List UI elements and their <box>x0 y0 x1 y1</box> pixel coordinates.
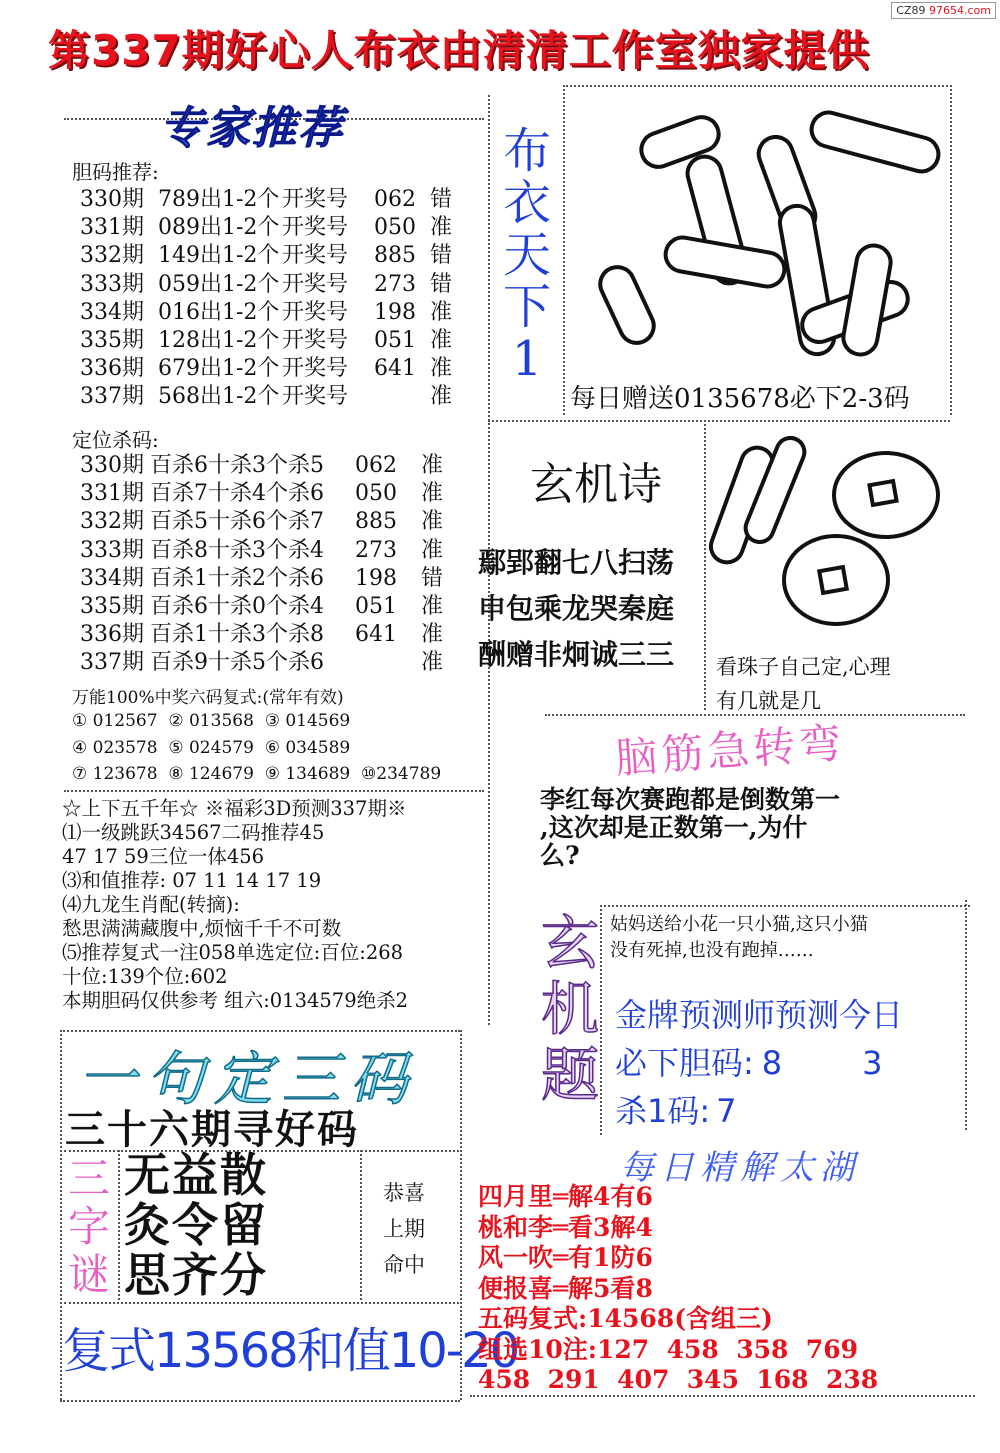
dan-row <box>615 1038 883 1084</box>
table-cell: 198 <box>374 299 416 325</box>
divider <box>563 85 948 87</box>
table-cell <box>355 649 421 677</box>
list-item: ④ 023578 ⑤ 024579 ⑥ 034589 <box>72 737 351 758</box>
question-line: ,这次却是正数第一,为什 <box>540 813 808 842</box>
table-cell: 331期 <box>80 481 144 507</box>
table-cell: 334期 <box>80 299 144 325</box>
brain-heading: 脑筋急转弯 <box>613 718 847 783</box>
table-cell: 273 <box>374 271 416 297</box>
vertical-text: 三字谜 <box>68 1154 111 1299</box>
congrats-line: 上期 <box>383 1217 425 1241</box>
table-cell: 错 <box>430 271 453 297</box>
text-line: ☆上下五千年☆ ※福彩3D预测337期※ <box>62 797 407 820</box>
table-cell: 333期 <box>80 537 144 563</box>
table-cell: 051 <box>355 594 397 620</box>
table-cell: 准 <box>421 622 444 648</box>
expert-heading: 专家推荐 <box>160 103 344 154</box>
table-row <box>80 452 461 480</box>
divider <box>118 1150 120 1300</box>
taihu-line: 组选10注:127 458 358 769 <box>478 1334 858 1364</box>
table-row <box>80 214 470 242</box>
table-cell: 开奖号 <box>282 356 349 382</box>
taihu-line: 五码复式:14568(含组三) <box>478 1304 773 1333</box>
table-cell: 331期 <box>80 215 144 241</box>
universal-list <box>72 708 441 788</box>
table-cell: 准 <box>421 537 444 563</box>
page-title: 第337期好心人布衣由清清工作室独家提供 <box>48 26 870 75</box>
text-line: 47 17 59三位一体456 <box>62 845 265 868</box>
table-cell: 051 <box>374 328 416 354</box>
text-line: ⑴一级跳跃34567二码推荐45 <box>62 821 325 844</box>
table-cell: 错 <box>421 565 444 591</box>
dan-value-a: 8 <box>761 1044 783 1082</box>
taihu-line: 四月里═解4有6 <box>478 1182 653 1211</box>
divider <box>600 905 970 907</box>
riddle-line: 灸令留 <box>124 1198 268 1252</box>
table-cell: 准 <box>421 481 444 507</box>
table-cell: 百杀6十杀0个杀4 <box>150 594 324 620</box>
buyi-vertical-title <box>497 125 557 385</box>
phrase-heading: 一句定三码 <box>78 1045 419 1113</box>
text-line: ⑸推荐复式一注058单选定位:百位:268 <box>62 941 404 964</box>
table-row <box>80 565 461 593</box>
table-cell: 335期 <box>80 328 144 354</box>
kill-row <box>615 1086 737 1132</box>
note-line: 有几就是几 <box>716 689 821 713</box>
table-cell: 330期 <box>80 453 144 478</box>
table-cell: 百杀8十杀3个杀4 <box>150 537 324 563</box>
riddle-side-label <box>66 1155 112 1299</box>
table-row <box>80 299 470 327</box>
table-row <box>80 480 461 508</box>
divider <box>488 420 950 422</box>
taihu-line: 458 291 407 345 168 238 <box>478 1365 879 1394</box>
table-cell: 开奖号 <box>282 187 349 212</box>
table-cell: 059出1-2个 <box>158 271 280 297</box>
phrase-subheading: 三十六期寻好码 <box>65 1107 359 1153</box>
gold-title: 金牌预测师预测今日 <box>615 996 904 1034</box>
table-cell: 准 <box>430 356 453 382</box>
table-row <box>80 621 461 649</box>
vertical-text: 布衣天下1 <box>503 123 552 387</box>
brain-question <box>540 786 840 870</box>
table-cell: 568出1-2个 <box>158 384 280 410</box>
table-cell: 789出1-2个 <box>158 187 280 212</box>
watermark <box>891 2 996 19</box>
table-cell: 885 <box>374 243 416 269</box>
table-cell: 149出1-2个 <box>158 243 280 269</box>
table-cell: 050 <box>355 481 397 507</box>
table-cell: 016出1-2个 <box>158 299 280 325</box>
watermark-site: 97654.com <box>929 4 991 17</box>
note-line: 看珠子自己定,心理 <box>716 655 891 679</box>
text-line: 本期胆码仅供参考 组六:0134579绝杀2 <box>62 989 409 1012</box>
table-cell: 062 <box>374 187 416 212</box>
table-cell: 百杀6十杀3个杀5 <box>150 453 324 478</box>
table-cell: 273 <box>355 537 397 563</box>
table-row <box>80 383 470 411</box>
kill-table <box>80 452 461 678</box>
swastika-pattern-icon <box>570 95 950 375</box>
congrats-line: 恭喜 <box>383 1181 425 1205</box>
table-cell: 准 <box>421 650 444 676</box>
table-cell: 337期 <box>80 650 144 676</box>
table-cell: 开奖号 <box>282 328 349 354</box>
text-line: ⑶和值推荐: 07 11 14 17 19 <box>62 869 322 892</box>
table-cell: 062 <box>355 453 397 478</box>
table-cell: 百杀1十杀3个杀8 <box>150 622 324 648</box>
table-cell: 百杀1十杀2个杀6 <box>150 565 324 591</box>
riddle-line: 思齐分 <box>124 1248 268 1302</box>
watermark-code: CZ89 <box>896 4 926 17</box>
table-cell: 开奖号 <box>282 243 349 269</box>
table-cell: 885 <box>355 509 397 535</box>
list-item: ⑦ 123678 ⑧ 124679 ⑨ 134689 ⑩234789 <box>72 764 442 784</box>
table-row <box>80 271 470 299</box>
table-cell: 准 <box>430 215 453 241</box>
taihu-lines <box>478 1182 878 1396</box>
congrats-lines <box>383 1175 425 1283</box>
table-row <box>80 242 470 270</box>
table-cell: 333期 <box>80 271 144 297</box>
taihu-line: 桃和李═看3解4 <box>478 1212 653 1242</box>
vertical-text: 玄机题 <box>541 909 600 1109</box>
dan-label: 必下胆码: <box>615 1044 754 1082</box>
table-cell: 准 <box>430 328 453 354</box>
kill-one-value: 7 <box>716 1092 737 1130</box>
table-cell: 337期 <box>80 384 144 410</box>
table-cell: 641 <box>355 622 397 648</box>
question-line: 李红每次赛跑都是倒数第一 <box>540 785 841 814</box>
question-line: 么? <box>540 841 580 870</box>
table-row <box>80 186 470 214</box>
table-row <box>80 355 470 383</box>
divider <box>950 85 952 415</box>
dan-value-b: 3 <box>862 1044 883 1082</box>
poem-line: 酬赠非炯诚三三 <box>478 638 675 671</box>
table-cell: 错 <box>430 243 453 269</box>
text-line: 愁思满满藏腹中,烦恼千千不可数 <box>62 917 342 940</box>
table-cell: 开奖号 <box>282 215 349 241</box>
table-cell: 089出1-2个 <box>158 215 280 241</box>
divider <box>64 1302 459 1304</box>
table-cell: 开奖号 <box>282 384 349 410</box>
table-cell: 050 <box>374 215 416 241</box>
table-cell: 开奖号 <box>282 271 349 297</box>
table-cell: 332期 <box>80 509 144 535</box>
table-row <box>80 649 461 677</box>
coin-stick-icon <box>706 425 951 635</box>
table-cell <box>374 383 430 411</box>
kill-one-label: 杀1码: <box>615 1092 711 1130</box>
table-cell: 准 <box>421 453 444 478</box>
table-cell: 330期 <box>80 187 144 212</box>
table-cell: 128出1-2个 <box>158 328 280 354</box>
divider <box>60 1400 460 1402</box>
taihu-heading: 每日精解太湖 <box>620 1148 860 1188</box>
puzzle-side-label <box>540 910 600 1108</box>
table-cell: 335期 <box>80 594 144 620</box>
divider <box>64 790 484 792</box>
table-cell: 百杀9十杀5个杀6 <box>150 650 324 676</box>
poem-line: 申包乘龙哭秦庭 <box>478 592 675 625</box>
table-cell: 336期 <box>80 622 144 648</box>
table-cell: 641 <box>374 356 416 382</box>
puzzle-question <box>610 912 868 964</box>
poem-lines <box>478 540 674 678</box>
divider <box>360 1150 362 1300</box>
text-line: ⑷九龙生肖配(转摘): <box>62 893 240 916</box>
text-line: 十位:139个位:602 <box>62 965 228 988</box>
congrats-line: 命中 <box>383 1253 425 1277</box>
taihu-line: 便报喜═解5看8 <box>478 1273 653 1303</box>
table-cell: 准 <box>421 594 444 620</box>
table-row <box>80 508 461 536</box>
divider <box>965 900 967 1130</box>
divider <box>563 85 565 415</box>
taihu-line: 风一吹═有1防6 <box>478 1243 653 1272</box>
question-line: 姑妈送给小花一只小猫,这只小猫 <box>610 914 868 935</box>
table-cell: 准 <box>421 509 444 535</box>
poem-line: 鄢郢翻七八扫荡 <box>478 546 675 579</box>
prediction-block <box>62 797 408 1013</box>
table-cell: 332期 <box>80 243 144 269</box>
table-cell: 198 <box>355 565 397 591</box>
question-line: 没有死掉,也没有跑掉…… <box>610 940 814 961</box>
table-cell: 百杀5十杀6个杀7 <box>150 509 324 535</box>
table-cell: 错 <box>430 187 453 212</box>
riddle-lines <box>124 1150 268 1300</box>
divider <box>600 905 602 1135</box>
list-item: ① 012567 ② 013568 ③ 014569 <box>72 711 351 731</box>
danma-table <box>80 186 470 412</box>
table-cell: 334期 <box>80 565 144 591</box>
daily-gift: 每日赠送0135678必下2-3码 <box>570 384 910 414</box>
riddle-line: 无益散 <box>124 1148 268 1202</box>
table-row <box>80 593 461 621</box>
fushi-text: 复式13568和值10-20 <box>62 1323 519 1379</box>
universal-label: 万能100%中奖六码复式:(常年有效) <box>72 688 344 708</box>
kill-label: 定位杀码: <box>72 428 159 452</box>
table-row <box>80 537 461 565</box>
danma-label: 胆码推荐: <box>72 160 159 184</box>
poem-note <box>716 650 891 718</box>
table-row <box>80 327 470 355</box>
table-cell: 百杀7十杀4个杀6 <box>150 481 324 507</box>
table-cell: 336期 <box>80 356 144 382</box>
table-cell: 准 <box>430 299 453 325</box>
table-cell: 准 <box>430 384 453 410</box>
table-cell: 开奖号 <box>282 299 349 325</box>
poem-heading: 玄机诗 <box>530 459 662 510</box>
table-cell: 679出1-2个 <box>158 356 280 382</box>
